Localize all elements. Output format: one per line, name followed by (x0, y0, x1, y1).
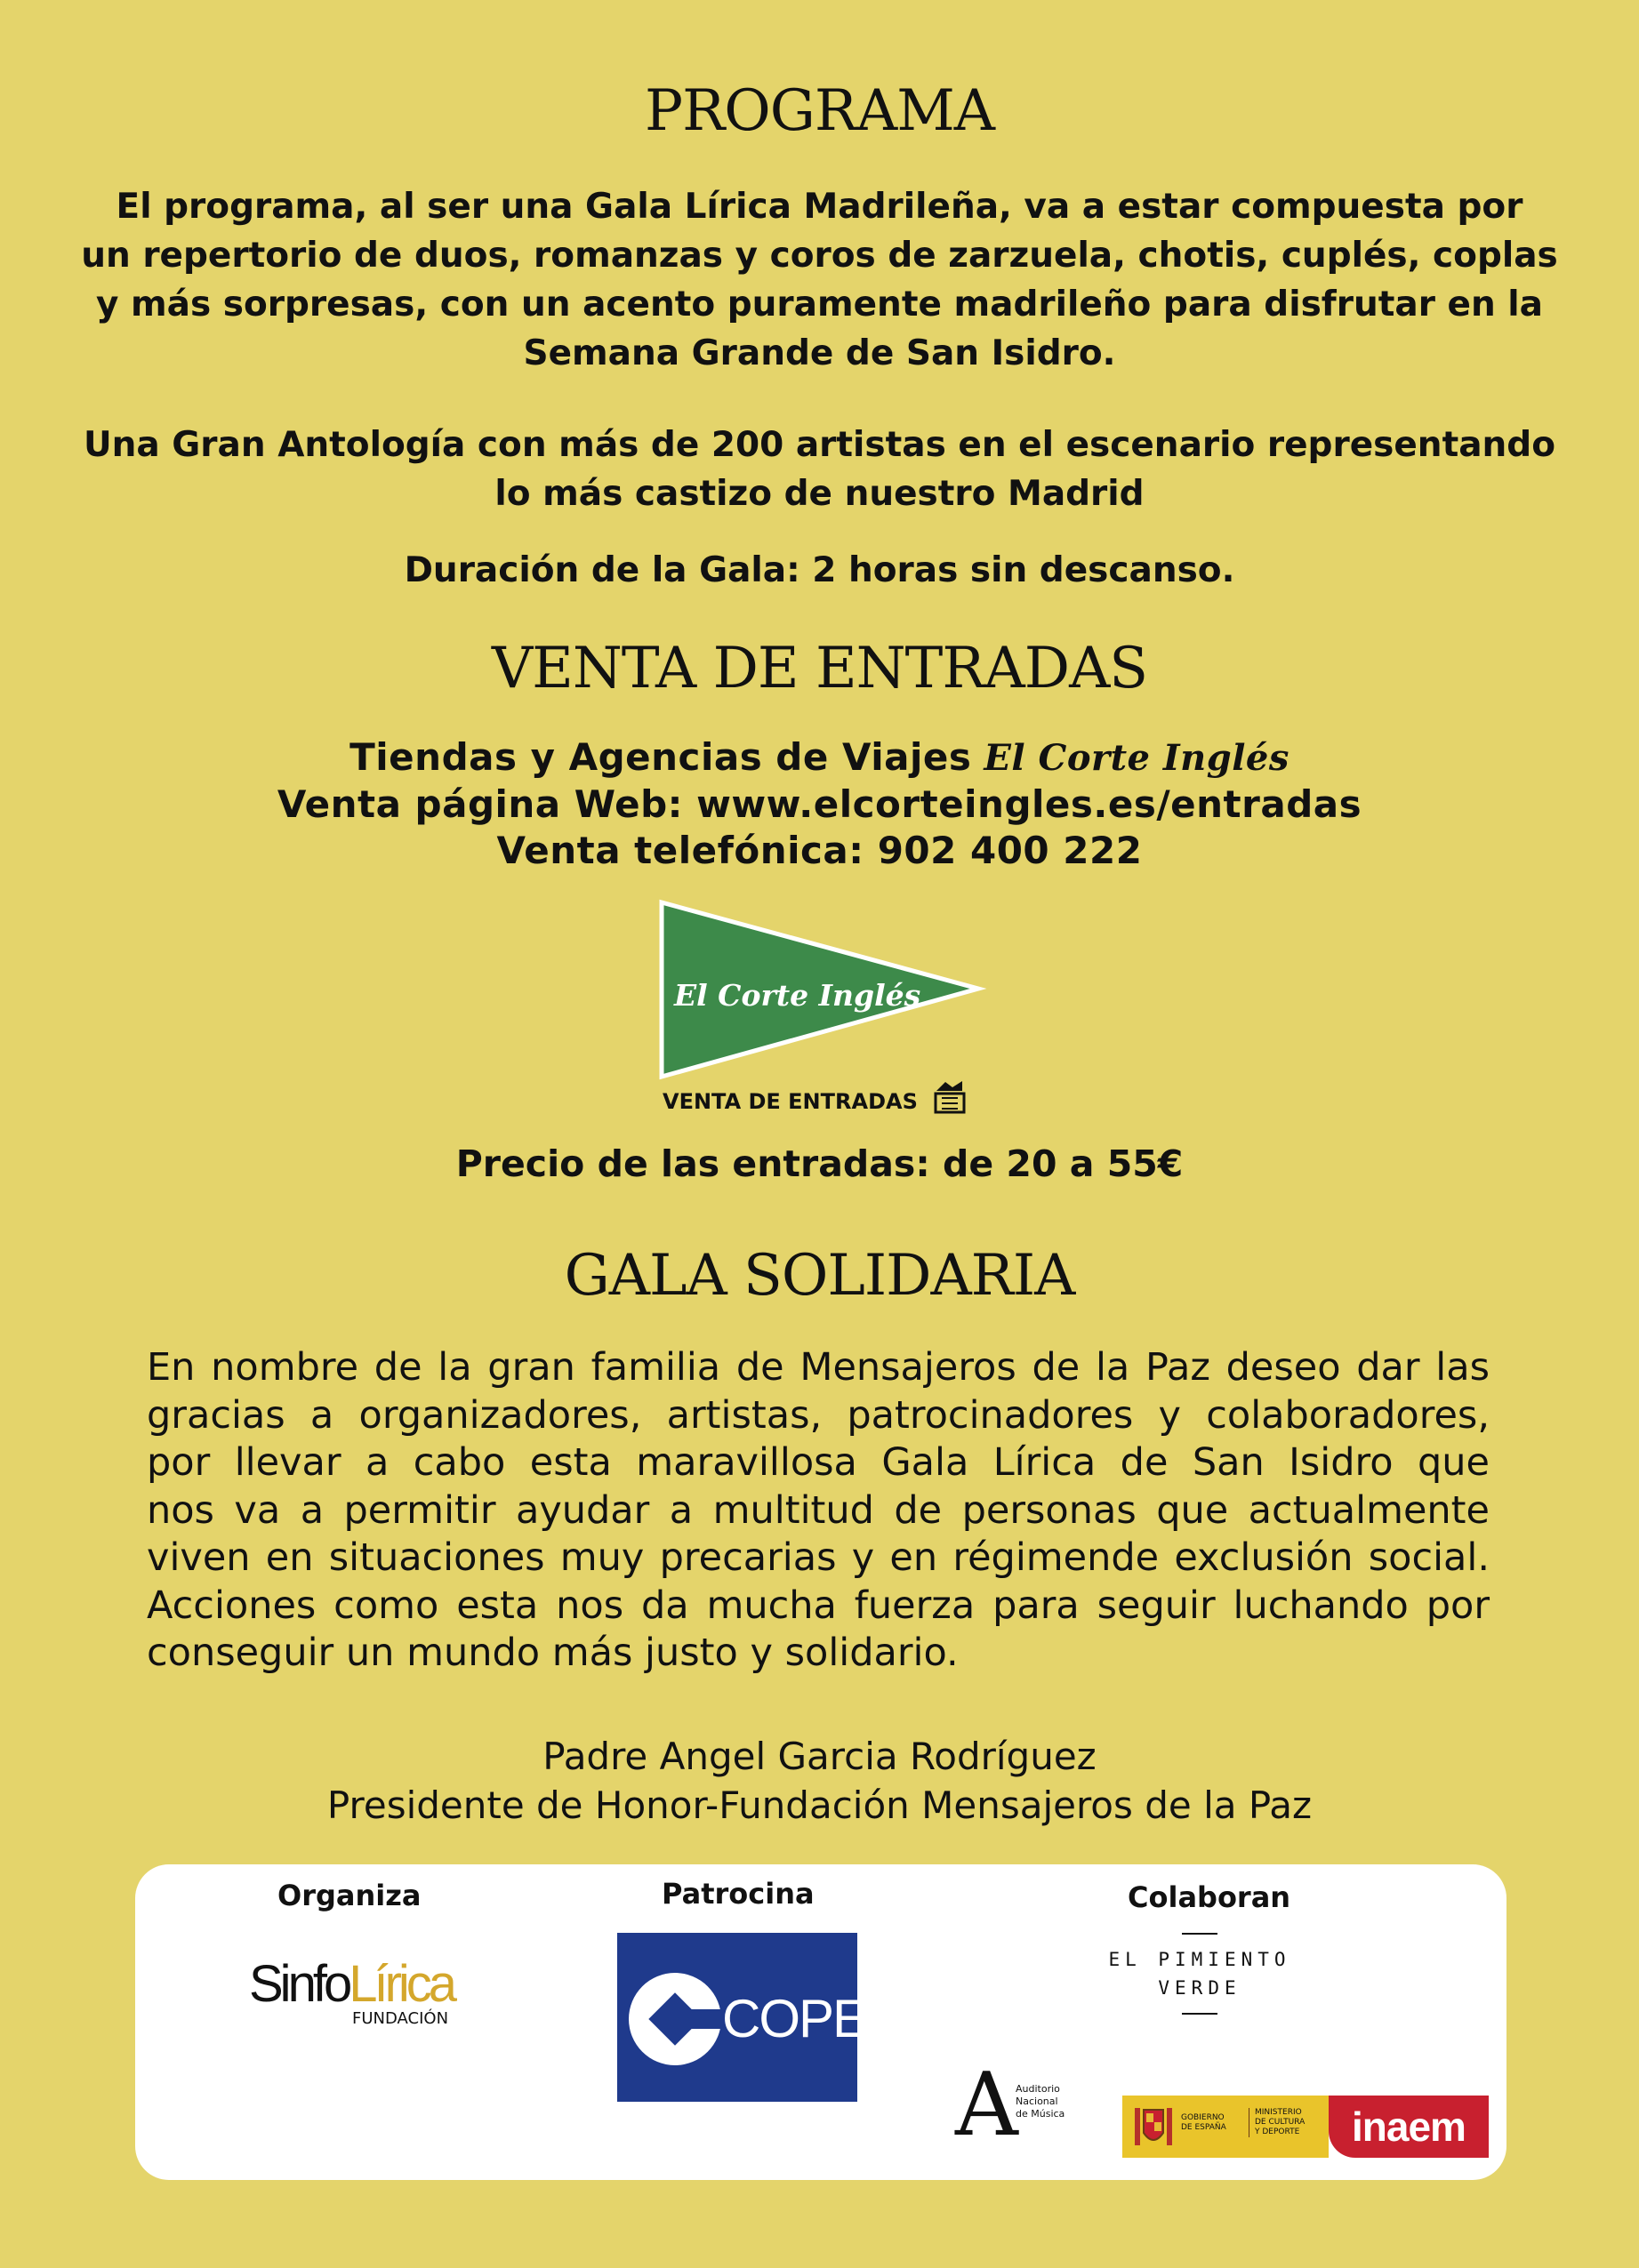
signer-name: Padre Angel Garcia Rodríguez (542, 1735, 1097, 1778)
ministerio-line: Y DEPORTE (1255, 2128, 1300, 2136)
auditorio-line: Auditorio (1016, 2083, 1060, 2095)
gala-line: gracias a organizadores, artistas, patrocinadores y colaboradores, (147, 1392, 1490, 1438)
cope-mark-icon (626, 1970, 724, 2068)
programa-line: El programa, al ser una Gala Lírica Madrileña, va a estar compuesta por (116, 187, 1523, 227)
venta-heading: VENTA DE ENTRADAS (491, 636, 1148, 701)
pimiento-verde-logo (1071, 1933, 1329, 2015)
gobierno-line: DE ESPAÑA (1181, 2123, 1226, 2132)
cope-text: COPE (722, 1989, 867, 2048)
pimiento-line-2: VERDE (1158, 1977, 1241, 1999)
auditorio-letter: A (955, 2055, 1018, 2156)
venta-web[interactable]: Venta página Web: www.elcorteingles.es/entradas (277, 782, 1362, 826)
inaem-logo: inaem (1329, 2096, 1489, 2158)
gala-text (147, 1344, 1490, 1678)
organiza-label: Organiza (277, 1879, 422, 1912)
programa-line: Semana Grande de San Isidro. (523, 333, 1116, 373)
venta-tiendas-row (0, 734, 1639, 781)
duracion-line: Duración de la Gala: 2 horas sin descanso. (404, 550, 1235, 590)
antologia-line: Una Gran Antología con más de 200 artistas en el escenario representando (83, 425, 1556, 465)
colaboran-label: Colaboran (1128, 1880, 1291, 1914)
gobierno-line: GOBIERNO (1181, 2113, 1225, 2122)
duracion-text (71, 546, 1568, 595)
precio-text: Precio de las entradas: de 20 a 55€ (455, 1142, 1184, 1185)
pimiento-line-1: EL PIMIENTO (1108, 1949, 1291, 1970)
auditorio-line: Nacional (1016, 2096, 1058, 2107)
gala-line: conseguir un mundo más justo y solidario. (147, 1631, 959, 1675)
programa-heading: PROGRAMA (645, 78, 994, 144)
gala-line: viven en situaciones muy precarias y en régimende exclusión social. (147, 1535, 1490, 1580)
antologia-line: lo más castizo de nuestro Madrid (494, 474, 1145, 514)
sinfo-sub: FUNDACIÓN (352, 2009, 449, 2028)
coat-of-arms-icon (1131, 2103, 1176, 2151)
venta-info (0, 734, 1639, 874)
eci-signature-logo: El Corte Inglés (984, 737, 1290, 779)
signer-title: Presidente de Honor-Fundación Mensajeros de la Paz (326, 1783, 1313, 1827)
venta-tiendas: Tiendas y Agencias de Viajes (349, 735, 972, 779)
sinfo-text: Sinfo (249, 1955, 349, 2013)
ministerio-text (1249, 2108, 1305, 2137)
gala-heading: GALA SOLIDARIA (564, 1243, 1075, 1309)
auditorio-text (1016, 2083, 1065, 2120)
ministerio-logo (1122, 2096, 1329, 2158)
gala-line: Acciones como esta nos da mucha fuerza para seguir luchando por (147, 1583, 1490, 1628)
programa-line: un repertorio de duos, romanzas y coros de zarzuela, chotis, cuplés, coplas (81, 236, 1558, 276)
patrocina-label: Patrocina (662, 1877, 815, 1911)
sponsors-panel (135, 1864, 1506, 2180)
ministerio-line: MINISTERIO (1255, 2108, 1302, 2117)
gala-line: En nombre de la gran familia de Mensajeros de la Paz deseo dar las (147, 1345, 1490, 1390)
programa-line: y más sorpresas, con un acento puramente madrileño para disfrutar en la (95, 285, 1543, 325)
programa-text (71, 182, 1568, 378)
gala-line: por llevar a cabo esta maravillosa Gala Lírica de San Isidro que (147, 1440, 1490, 1485)
gala-line: nos va a permitir ayudar a multitud de personas que actualmente (147, 1487, 1490, 1533)
eci-caption: VENTA DE ENTRADAS (663, 1089, 918, 1114)
gobierno-text (1181, 2113, 1226, 2133)
venta-telefono: Venta telefónica: 902 400 222 (496, 829, 1143, 872)
ticket-icon (933, 1078, 967, 1116)
signature-block (0, 1732, 1639, 1830)
ministerio-line: DE CULTURA (1255, 2118, 1306, 2127)
lirica-text: Lírica (349, 1955, 454, 2013)
antologia-text (71, 421, 1568, 518)
auditorio-logo (955, 2055, 1071, 2165)
auditorio-line: de Música (1016, 2108, 1065, 2120)
cope-logo (617, 1933, 867, 2102)
pennant-brand-text: El Corte Inglés (674, 978, 921, 1013)
sinfolirica-logo (249, 1955, 489, 2028)
